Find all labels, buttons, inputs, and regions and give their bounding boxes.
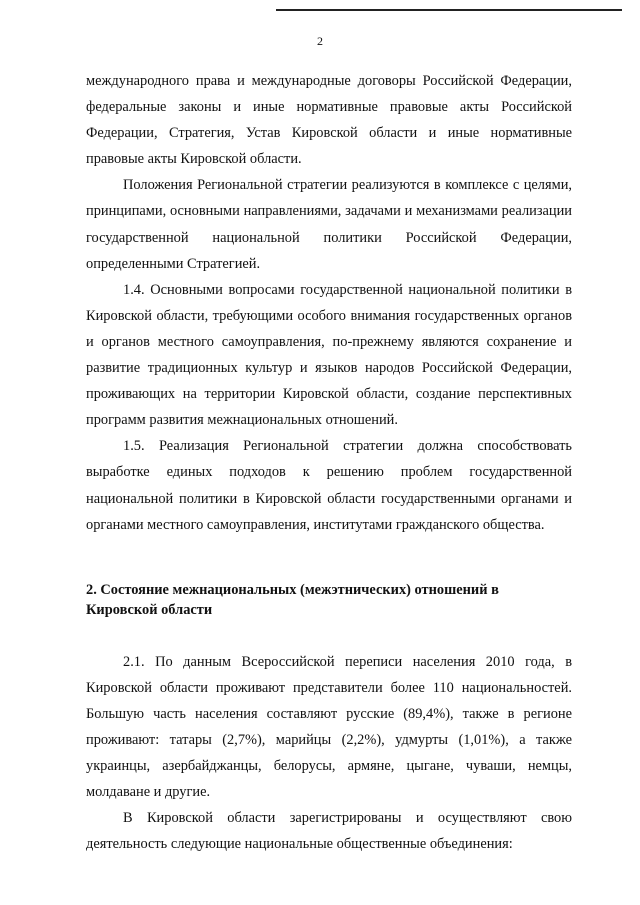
page-number: 2: [317, 34, 323, 48]
section-heading-2: [86, 580, 572, 620]
paragraph-1-5: 1.5. Реализация Региональной стратегии должна способствовать выработке единых подходов к решению проблем государственной национальной политики в Кировской области государственными органами и органами местного самоуправления, институтами гражданского общества.: [86, 438, 572, 533]
paragraph-2-1: 2.1. По данным Всероссийской переписи населения 2010 года, в Кировской области проживают представители более 110 национальностей. Большую часть населения составляют русские (89,4%), также в регионе проживают: татары (2,7%), марийцы (2,2%), удмурты (1,01%), а также украинцы, азербайджанцы, белорусы, армяне, цыгане, чуваши, немцы, молдаване и другие.: [86, 653, 572, 801]
paragraph-continuation: международного права и международные договоры Российской Федерации, федеральные законы и иные нормативные правовые акты Российской Федерации, Стратегия, Устав Кировской области и иные нормативные правовые акты Кировской области.: [86, 73, 572, 168]
paragraph-1-4: 1.4. Основными вопросами государственной национальной политики в Кировской области, требующими особого внимания государственных органов и органов местного самоуправления, по-прежнему являются сохранение и развитие традиционных культур и языков народов Российской Федерации, проживающих на территории Кировской области, создание перспективных программ развития межнациональных отношений.: [86, 281, 572, 429]
paragraph-associations-intro: В Кировской области зарегистрированы и осуществляют свою деятельность следующие национальные общественные объединения:: [86, 810, 572, 853]
paragraph-strategy-provisions: Положения Региональной стратегии реализуются в комплексе с целями, принципами, основными направлениями, задачами и механизмами реализации государственной национальной политики Российской Федерации, определенными Стратегией.: [86, 177, 572, 272]
section-heading-line1: 2. Состояние межнациональных (межэтнических) отношений в: [86, 581, 499, 598]
section-heading-line2: Кировской области: [86, 601, 213, 618]
header-rule: [276, 9, 622, 11]
document-body: [86, 68, 572, 857]
